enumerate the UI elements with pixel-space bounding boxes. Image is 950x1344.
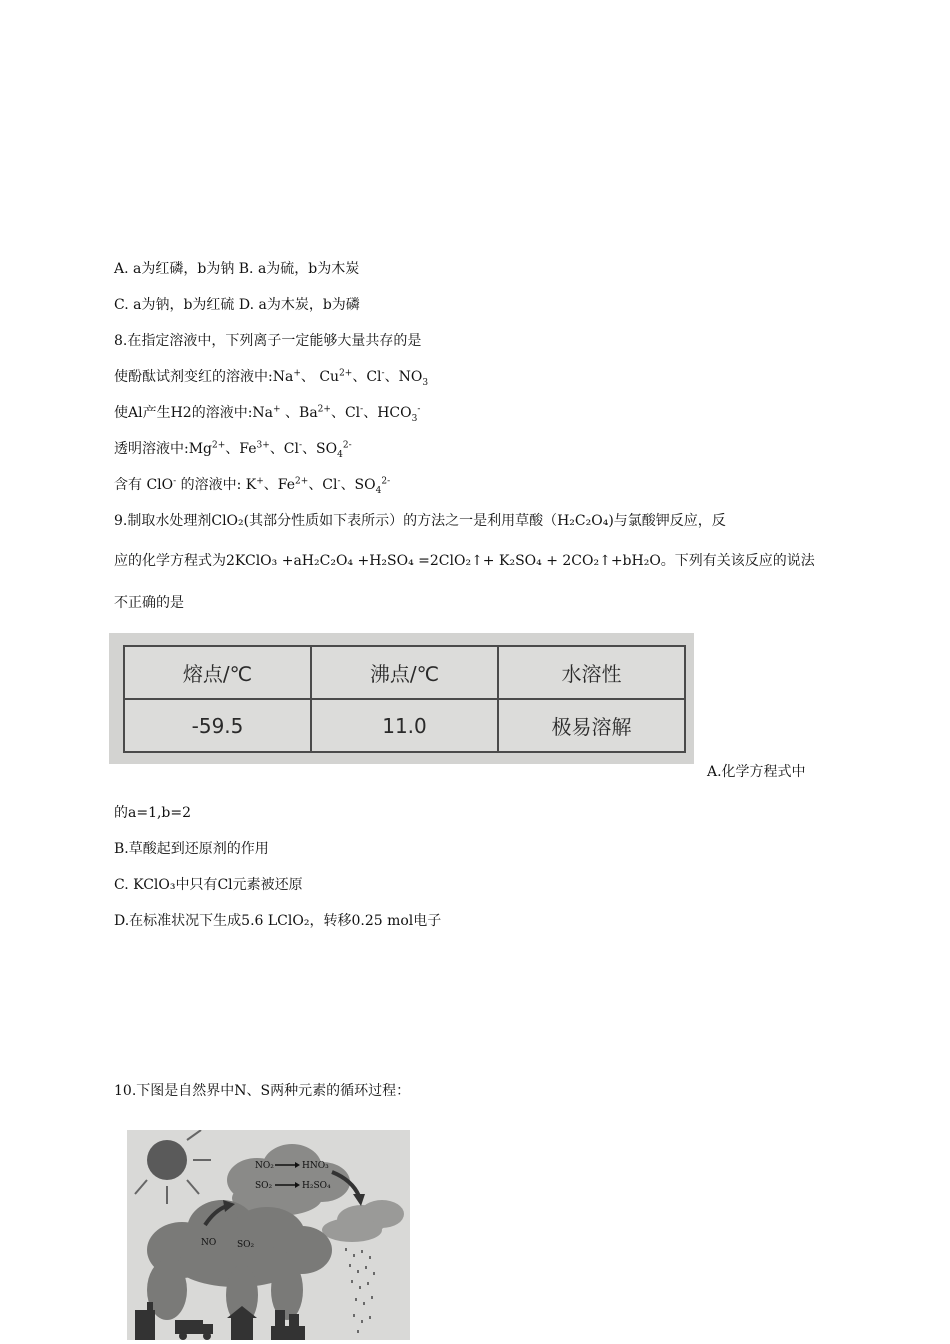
properties-table — [123, 645, 686, 753]
q10-stem: 10.下图是自然界中N、S两种元素的循环过程： — [114, 1083, 411, 1099]
header-water-solubility: 水溶性 — [498, 646, 685, 699]
q9-stem-line3: 不正确的是 — [114, 595, 184, 611]
q8-stem: 8.在指定溶液中，下列离子一定能够大量共存的是 — [114, 333, 422, 349]
value-boiling-point: 11.0 — [311, 699, 498, 752]
truck-icon — [175, 1320, 213, 1340]
rain-cloud — [322, 1200, 404, 1242]
label-hno3: HNO₃ — [302, 1161, 329, 1171]
q9-option-a-line1: A.化学方程式中 — [707, 764, 806, 780]
lower-smoke-cloud — [147, 1200, 332, 1325]
q9-stem-line2: 应的化学方程式为2KClO₃ +aH₂C₂O₄ +H₂SO₄ =2ClO₂↑+ K₂SO₄ + 2CO₂↑+bH₂O。下列有关该反应的说法 — [114, 553, 815, 569]
label-so2-upper: SO₂ — [255, 1181, 273, 1191]
q7-options-cd: C. a为钠，b为红硫 D. a为木炭，b为磷 — [114, 297, 360, 313]
header-melting-point: 熔点/℃ — [124, 646, 311, 699]
q9-option-c: C. KClO₃中只有Cl元素被还原 — [114, 877, 303, 893]
q8-option-d: 含有 ClO- 的溶液中: K+、$Fe^{2+}$、Cl-、$SO_4^{2-}$ — [114, 476, 391, 496]
q9-option-b: B.草酸起到还原剂的作用 — [114, 841, 269, 857]
q9-option-a-line2: 的a=1,b=2 — [114, 805, 192, 821]
value-water-solubility: 极易溶解 — [498, 699, 685, 752]
header-boiling-point: 沸点/℃ — [311, 646, 498, 699]
q9-option-d: D.在标准状况下生成5.6 LClO₂，转移0.25 mol电子 — [114, 913, 442, 929]
label-so2: SO₂ — [237, 1240, 255, 1250]
properties-table-photo — [109, 633, 694, 764]
q8-option-b: 使Al产生H2的溶液中:Na+ 、$Ba^{2+}$、Cl-、$HCO_3^-$ — [114, 404, 421, 424]
rain-drops — [345, 1248, 375, 1333]
q7-options-ab: A. a为红磷，b为钠 B. a为硫，b为木炭 — [114, 261, 360, 277]
label-h2so4: H₂SO₄ — [302, 1181, 331, 1191]
upper-cloud — [227, 1144, 350, 1216]
q9-stem-line1: 9.制取水处理剂ClO₂(其部分性质如下表所示）的方法之一是利用草酸（H₂C₂O₄)与氯酸钾反应，反 — [114, 513, 726, 529]
label-no2: NO₂ — [255, 1161, 274, 1171]
factory-icon — [135, 1302, 155, 1340]
q8-option-a: 使酚酞试剂变红的溶液中:Na+、 $Cu^{2+}$、Cl-、$NO_3$ — [114, 368, 429, 388]
sun-icon — [135, 1130, 211, 1204]
nitrogen-sulfur-cycle-figure — [127, 1130, 410, 1340]
q8-option-c: 透明溶液中$:Mg^{2+}$、$Fe^{3+}$、Cl-、$SO_4^{2-}$ — [114, 440, 352, 460]
label-no: NO — [201, 1238, 217, 1248]
value-melting-point: -59.5 — [124, 699, 311, 752]
